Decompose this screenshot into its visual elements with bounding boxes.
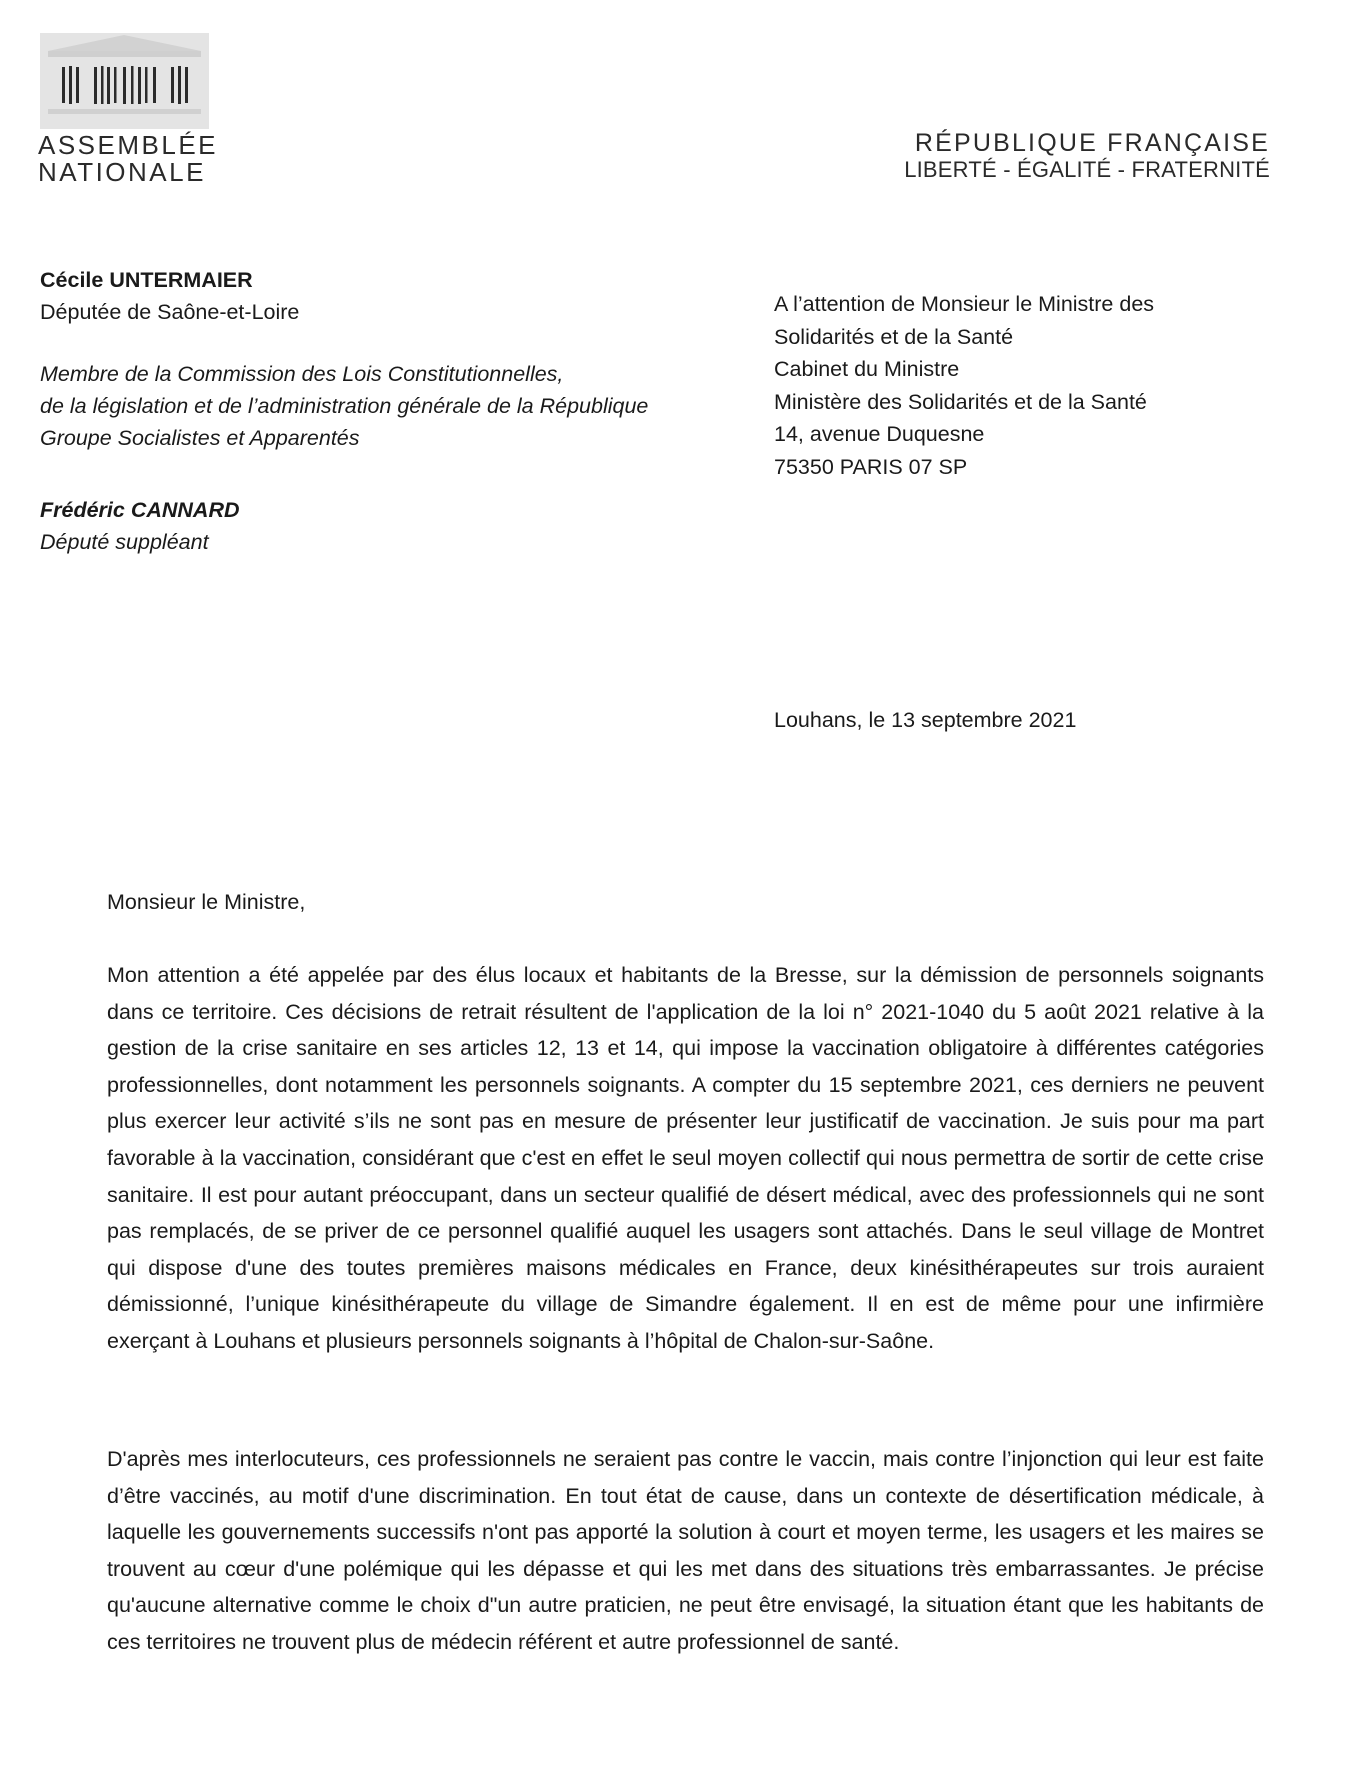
recipient-line-2: Solidarités et de la Santé [774, 324, 1014, 349]
recipient-line-5: 14, avenue Duquesne [774, 422, 985, 446]
recipient-line-1: A l’attention de Monsieur le Ministre des [774, 292, 1155, 316]
recipient-line-6: 75350 PARIS 07 SP [774, 454, 968, 479]
sender-role-line-2: de la législation et de l’administration générale de la République [40, 394, 649, 418]
logo-line-1: ASSEMBLÉE [38, 130, 219, 160]
assemblee-nationale-building-icon [40, 33, 209, 129]
sender-name [40, 264, 740, 296]
sender-role-line-1: Membre de la Commission des Lois Constitutionnelles, [40, 362, 564, 386]
body-paragraph-2: D'après mes interlocuteurs, ces professionnels ne seraient pas contre le vaccin, mais contre l’injonction qui leur est faite d’être vaccinés, au motif d'une discrimination. En tout état de cause, dans un contexte de désertification médicale, à laquelle les gouvernements successifs n'ont pas apporté la solution à court et moyen terme, les usagers et les maires se trouvent au cœur d'une polémique qui les dépasse et qui les met dans des situations très embarrassantes. Je précise qu'aucune alternative comme le choix d"un autre praticien, ne peut être envisagé, la situation étant que les habitants de ces territoires ne trouvent plus de médecin référent et autre professionnel de santé. [107, 1447, 1264, 1654]
substitute-title: Député suppléant [40, 530, 209, 554]
recipient-line-3: Cabinet du Ministre [774, 357, 960, 381]
sender-block [40, 264, 740, 558]
recipient-line-4: Ministère des Solidarités et de la Santé [774, 389, 1147, 414]
sender-title: Députée de Saône-et-Loire [40, 300, 300, 324]
sender-group: Groupe Socialistes et Apparentés [40, 426, 360, 450]
republic-title: RÉPUBLIQUE FRANÇAISE [914, 129, 1270, 157]
logo-line-2: NATIONALE [38, 157, 206, 187]
logo-wordmark [38, 132, 218, 186]
recipient-address [774, 288, 1294, 483]
substitute-name: Frédéric CANNARD [40, 498, 240, 522]
salutation: Monsieur le Ministre, [107, 890, 306, 914]
sender-first-name: Cécile [40, 268, 104, 292]
republic-motto: LIBERTÉ - ÉGALITÉ - FRATERNITÉ [904, 157, 1270, 182]
place-date: Louhans, le 13 septembre 2021 [774, 708, 1077, 732]
body-paragraph-1: Mon attention a été appelée par des élus locaux et habitants de la Bresse, sur la démission de personnels soignants dans ce territoire. Ces décisions de retrait résultent de l'application de la loi n° 2021-1040 du 5 août 2021 relative à la gestion de la crise sanitaire en ses articles 12, 13 et 14, qui impose la vaccination obligatoire à différentes catégories professionnelles, dont notamment les personnels soignants. A compter du 15 septembre 2021, ces derniers ne peuvent plus exercer leur activité s’ils ne sont pas en mesure de présenter leur justificatif de vaccination. Je suis pour ma part favorable à la vaccination, considérant que c'est en effet le seul moyen collectif qui nous permettra de sortir de cette crise sanitaire. Il est pour autant préoccupant, dans un secteur qualifié de désert médical, avec des professionnels qui ne sont pas remplacés, de se priver de ce personnel qualifié auquel les usagers sont attachés. Dans le seul village de Montret qui dispose d'une des toutes premières maisons médicales en France, deux kinésithérapeutes sur trois auraient démissionné, l’unique kinésithérapeute du village de Simandre également. Il en est de même pour une infirmière exerçant à Louhans et plusieurs personnels soignants à l’hôpital de Chalon-sur-Saône. [107, 963, 1264, 1353]
republic-header [904, 129, 1270, 183]
sender-last-name: UNTERMAIER [109, 268, 253, 292]
